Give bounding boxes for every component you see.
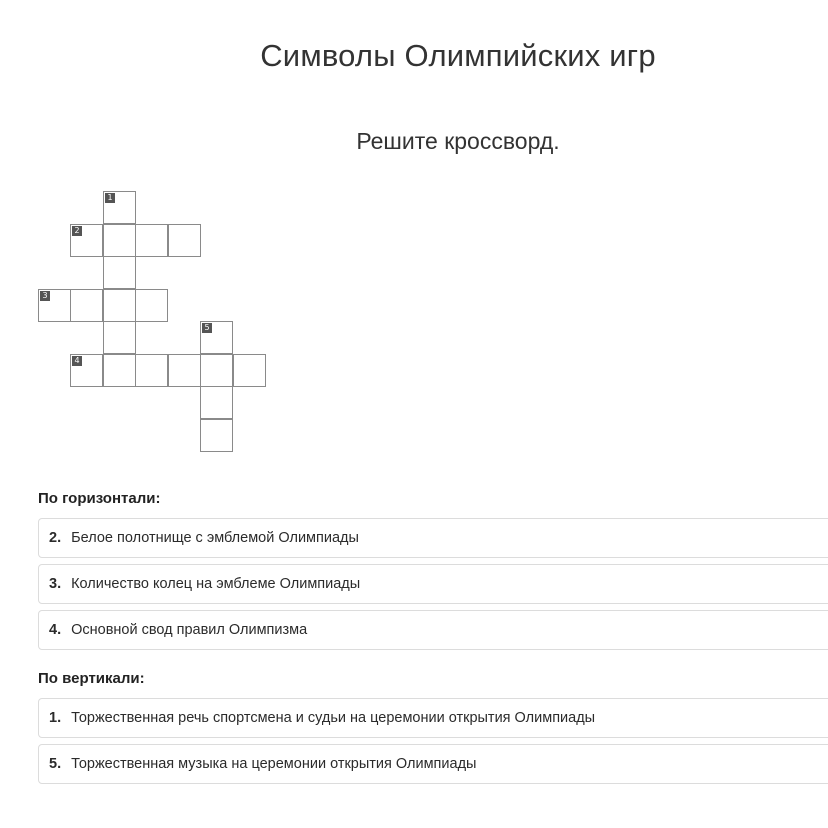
clue-text: Торжественная музыка на церемонии открытия Олимпиады [71,756,477,772]
crossword-cell[interactable] [200,321,233,354]
clue-number: 5. [49,756,62,772]
page-subtitle: Решите кроссворд. [356,128,560,154]
crossword-cell[interactable] [38,289,71,322]
clue-item-down-1[interactable] [38,698,828,738]
crossword-cell[interactable] [103,321,136,354]
crossword-cell[interactable] [103,354,136,387]
crossword-cell[interactable] [70,354,103,387]
clue-number: 3. [49,576,62,592]
crossword-cell[interactable] [168,354,201,387]
clue-item-across-4[interactable] [38,610,828,650]
clue-number: 1. [49,710,62,726]
crossword-cell[interactable] [200,386,233,419]
clue-number: 2. [49,530,62,546]
clue-text: Белое полотнище с эмблемой Олимпиады [71,530,359,546]
clue-item-across-3[interactable] [38,564,828,604]
clue-text: Основной свод правил Олимпизма [71,622,308,638]
clue-text: Количество колец на эмблеме Олимпиады [71,576,361,592]
crossword-cell[interactable] [135,289,168,322]
crossword-cell[interactable] [103,256,136,289]
down-heading: По вертикали: [38,670,145,687]
page-title: Символы Олимпийских игр [260,38,656,73]
crossword-cell[interactable] [135,224,168,257]
clue-number-badge: 5 [202,323,212,333]
clue-number-badge: 1 [105,193,115,203]
crossword-cell[interactable] [70,224,103,257]
crossword-cell[interactable] [168,224,201,257]
clue-number: 4. [49,622,62,638]
across-heading: По горизонтали: [38,490,161,507]
crossword-cell[interactable] [233,354,266,387]
crossword-cell[interactable] [70,289,103,322]
crossword-cell[interactable] [135,354,168,387]
clue-number-badge: 4 [72,356,82,366]
crossword-cell[interactable] [103,289,136,322]
clue-number-badge: 3 [40,291,50,301]
clue-item-down-5[interactable] [38,744,828,784]
crossword-cell[interactable] [103,191,136,224]
crossword-cell[interactable] [103,224,136,257]
crossword-cell[interactable] [200,419,233,452]
clue-text: Торжественная речь спортсмена и судьи на церемонии открытия Олимпиады [71,710,596,726]
crossword-cell[interactable] [200,354,233,387]
clue-item-across-2[interactable] [38,518,828,558]
clue-number-badge: 2 [72,226,82,236]
